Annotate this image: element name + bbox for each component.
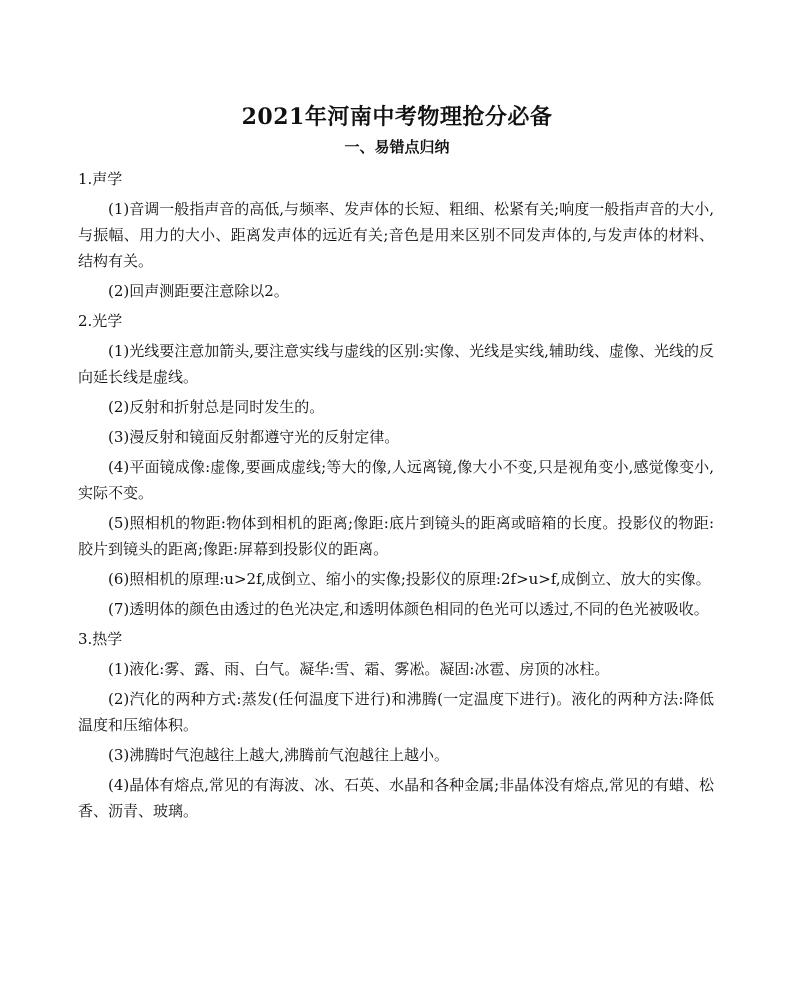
list-item: (4)晶体有熔点,常见的有海波、冰、石英、水晶和各种金属;非晶体没有熔点,常见的有蜡、松香、沥青、玻璃。 bbox=[78, 776, 714, 820]
list-item: (2)汽化的两种方式:蒸发(任何温度下进行)和沸腾(一定温度下进行)。液化的两种方法:降低温度和压缩体积。 bbox=[78, 690, 714, 734]
list-item: (7)透明体的颜色由透过的色光决定,和透明体颜色相同的色光可以透过,不同的色光被吸收。 bbox=[108, 600, 709, 618]
list-item: (3)沸腾时气泡越往上越大,沸腾前气泡越往上越小。 bbox=[108, 746, 450, 764]
section-thermal bbox=[78, 626, 714, 824]
list-item: (2)回声测距要注意除以2。 bbox=[108, 282, 289, 300]
list-item: (1)液化:雾、露、雨、白气。凝华:雪、霜、雾凇。凝固:冰雹、房顶的冰柱。 bbox=[108, 660, 610, 678]
list-item: (1)音调一般指声音的高低,与频率、发声体的长短、粗细、松紧有关;响度一般指声音的大小,与振幅、用力的大小、距离发声体的远近有关;音色是用来区别不同发声体的,与发声体的材料、结构有关。 bbox=[78, 200, 714, 270]
section-heading: 3.热学 bbox=[78, 630, 123, 648]
list-item: (5)照相机的物距:物体到相机的距离;像距:底片到镜头的距离或暗箱的长度。投影仪的物距:胶片到镜头的距离;像距:屏幕到投影仪的距离。 bbox=[78, 514, 714, 558]
section-subtitle: 一、易错点归纳 bbox=[344, 138, 450, 156]
list-item: (3)漫反射和镜面反射都遵守光的反射定律。 bbox=[108, 428, 400, 446]
list-item: (2)反射和折射总是同时发生的。 bbox=[108, 398, 325, 416]
section-acoustics bbox=[78, 166, 714, 308]
section-optics bbox=[78, 308, 714, 626]
list-item: (1)光线要注意加箭头,要注意实线与虚线的区别:实像、光线是实线,辅助线、虚像、光线的反向延长线是虚线。 bbox=[78, 342, 714, 386]
document-title: 2021年河南中考物理抢分必备 bbox=[241, 104, 553, 130]
section-heading: 2.光学 bbox=[78, 312, 123, 330]
section-heading: 1.声学 bbox=[78, 170, 123, 188]
list-item: (4)平面镜成像:虚像,要画成虚线;等大的像,人远离镜,像大小不变,只是视角变小,感觉像变小,实际不变。 bbox=[78, 458, 714, 502]
document-body bbox=[78, 166, 714, 824]
list-item: (6)照相机的原理:u>2f,成倒立、缩小的实像;投影仪的原理:2f>u>f,成倒立、放大的实像。 bbox=[108, 570, 711, 588]
